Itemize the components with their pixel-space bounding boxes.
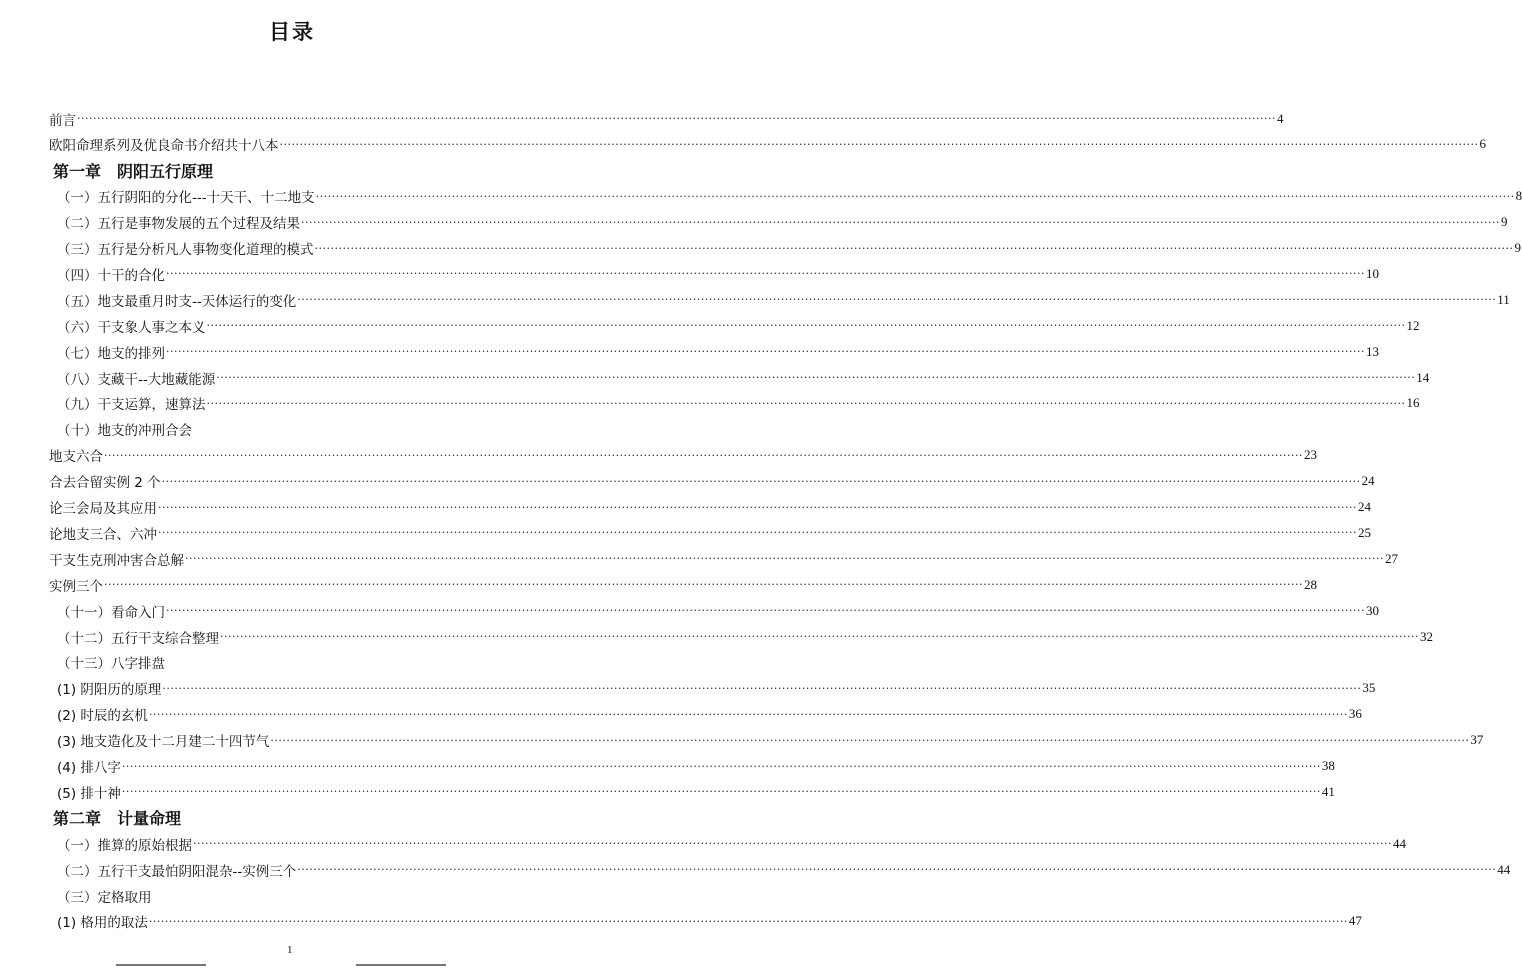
- toc-entry-label: （六）干支象人事之本义: [57, 319, 206, 336]
- toc-entry-page: 16: [1406, 395, 1420, 411]
- toc-entry-label: 论地支三合、六冲: [49, 526, 157, 543]
- toc-dot-leader: ············································································································································································································································································································: [161, 474, 1361, 488]
- toc-entry-page: 6: [1479, 136, 1486, 152]
- toc-dot-leader: ············································································································································································································································································································: [220, 630, 1419, 643]
- toc-entry-label: 第一章 阴阳五行原理: [53, 161, 214, 181]
- toc-entry: [57, 261, 1379, 286]
- toc-entry: [49, 443, 1317, 468]
- toc-entry: [57, 702, 1362, 727]
- toc-entry-label: (3) 地支造化及十二月建二十四节气: [57, 734, 270, 751]
- toc-dot-leader: ············································································································································································································································································································: [77, 112, 1276, 125]
- toc-entry-label: 论三会局及其应用: [49, 501, 157, 517]
- toc-entry: [57, 909, 1362, 934]
- toc-dot-leader: ············································································································································································································································································································: [104, 448, 1303, 462]
- toc-entry: [57, 210, 1508, 235]
- toc-chapter-heading: [53, 805, 480, 830]
- toc-entry: [57, 883, 480, 908]
- toc-entry: [57, 391, 1420, 416]
- toc-entry-label: （一）推算的原始根据: [57, 837, 192, 854]
- toc-entry-label: (4) 排八字: [57, 760, 121, 776]
- toc-entry-page: 41: [1321, 783, 1335, 799]
- toc-dot-leader: ············································································································································································································································································································: [166, 345, 1365, 359]
- toc-entry-page: 37: [1470, 732, 1484, 748]
- toc-entry: [57, 339, 1379, 364]
- toc-dot-leader: ············································································································································································································································································································: [297, 293, 1497, 307]
- toc-entry-page: 35: [1362, 680, 1376, 696]
- toc-entry-label: （三）定格取用: [57, 889, 152, 906]
- toc-entry: [57, 779, 1335, 804]
- toc-dot-leader: ············································································································································································································································································································: [158, 526, 1357, 540]
- toc-entry-label: 实例三个: [49, 578, 103, 595]
- toc-dot-leader: ············································································································································································································································································································: [148, 707, 1348, 721]
- toc-entry-label: （十二）五行干支综合整理: [57, 630, 219, 647]
- toc-entry-page: 24: [1361, 473, 1375, 489]
- toc-entry: [57, 728, 1484, 753]
- toc-entry-label: (1) 格用的取法: [57, 915, 148, 932]
- toc-entry-page: 27: [1384, 550, 1398, 566]
- footer-rule-left: [116, 964, 206, 966]
- toc-entry: [49, 495, 1371, 520]
- toc-entry-page: 38: [1321, 758, 1335, 773]
- footer-rule-right: [356, 964, 446, 966]
- toc-entry: [49, 546, 1398, 571]
- toc-dot-leader: ············································································································································································································································································································: [166, 604, 1365, 618]
- toc-dot-leader: ············································································································································································································································································································: [121, 759, 1321, 773]
- toc-entry-label: 地支六合: [49, 449, 103, 466]
- toc-entry: [49, 469, 1375, 494]
- toc-entry: [57, 365, 1430, 390]
- toc-entry-page: 12: [1406, 317, 1420, 333]
- toc-entry: [57, 417, 480, 442]
- toc-entry: [57, 754, 1335, 779]
- toc-chapter-heading: [53, 158, 480, 183]
- toc-dot-leader: ············································································································································································································································································································: [206, 396, 1406, 410]
- toc-dot-leader: ············································································································································································································································································································: [121, 785, 1321, 799]
- toc-entry: [57, 676, 1376, 701]
- toc-entry: [57, 287, 1510, 312]
- toc-entry-page: 24: [1357, 499, 1371, 514]
- toc-entry: [49, 572, 1317, 597]
- toc-entry-page: 44: [1497, 861, 1511, 877]
- toc-entry-page: 44: [1392, 835, 1406, 851]
- toc-entry-label: （八）支藏干--大地藏能源: [57, 371, 216, 388]
- toc-dot-leader: ············································································································································································································································································································: [315, 189, 1515, 203]
- toc-entry-label: （十）地支的冲刑合会: [57, 423, 192, 440]
- toc-entry-page: 11: [1497, 291, 1510, 307]
- toc-entry-label: 合去合留实例 2 个: [49, 475, 161, 492]
- toc-entry-label: （十三）八字排盘: [57, 656, 165, 673]
- toc-dot-leader: ············································································································································································································································································································: [185, 552, 1384, 566]
- toc-entry-label: 前言: [49, 112, 76, 129]
- toc-entry-page: 9: [1500, 214, 1508, 230]
- toc-entry-label: 第二章 计量命理: [53, 809, 182, 829]
- toc-entry: [57, 831, 1406, 856]
- toc-dot-leader: ············································································································································································································································································································: [162, 681, 1362, 695]
- toc-entry-label: （二）五行干支最怕阴阳混杂--实例三个: [57, 863, 297, 880]
- toc-entry-label: （三）五行是分析凡人事物变化道理的模式: [57, 242, 314, 258]
- toc-dot-leader: ············································································································································································································································································································: [166, 267, 1365, 281]
- toc-entry-label: （五）地支最重月时支--天体运行的变化: [57, 293, 297, 310]
- toc-entry: [49, 106, 1284, 131]
- toc-dot-leader: ············································································································································································································································································································: [158, 500, 1357, 514]
- toc-dot-leader: ············································································································································································································································································································: [270, 733, 1470, 747]
- toc-entry-page: 8: [1515, 188, 1522, 204]
- toc-entry-page: 13: [1365, 343, 1379, 359]
- toc-dot-leader: ············································································································································································································································································································: [193, 837, 1392, 851]
- toc-entry-page: 36: [1348, 706, 1362, 722]
- toc-entry-page: 10: [1365, 265, 1379, 281]
- toc-entry-page: 30: [1365, 602, 1379, 618]
- toc-entry-label: （二）五行是事物发展的五个过程及结果: [57, 216, 300, 233]
- toc-entry: [57, 624, 1433, 649]
- toc-entry-page: 25: [1357, 524, 1371, 540]
- toc-entry-page: 32: [1419, 628, 1433, 644]
- toc-dot-leader: ············································································································································································································································································································: [148, 914, 1348, 928]
- toc-dot-leader: ············································································································································································································································································································: [104, 578, 1303, 592]
- toc-entry-label: (2) 时辰的玄机: [57, 708, 148, 725]
- toc-entry-label: (5) 排十神: [57, 785, 121, 802]
- toc-dot-leader: ············································································································································································································································································································: [297, 863, 1497, 877]
- toc-entry-label: （四）十干的合化: [57, 267, 165, 284]
- toc-entry: [49, 520, 1371, 545]
- toc-entry-page: 9: [1514, 240, 1521, 255]
- toc-entry-page: 28: [1303, 576, 1317, 592]
- toc-entry: [57, 313, 1420, 338]
- page-title: 目录: [269, 20, 315, 44]
- toc-dot-leader: ············································································································································································································································································································: [216, 371, 1416, 384]
- toc-dot-leader: ············································································································································································································································································································: [279, 137, 1479, 151]
- toc-entry: [57, 650, 480, 675]
- toc-entry-label: （一）五行阴阳的分化---十天干、十二地支: [57, 190, 315, 207]
- page-number: 1: [287, 944, 293, 956]
- toc-dot-leader: ············································································································································································································································································································: [206, 319, 1406, 333]
- toc-entry-page: 4: [1276, 110, 1284, 126]
- toc-entry: [57, 236, 1521, 261]
- toc-entry-page: 23: [1303, 447, 1317, 463]
- toc-dot-leader: ············································································································································································································································································································: [301, 215, 1500, 229]
- toc-entry-label: 欧阳命理系列及优良命书介绍共十八本: [49, 138, 279, 155]
- toc-dot-leader: ············································································································································································································································································································: [314, 241, 1514, 255]
- toc-entry-label: (1) 阴阳历的原理: [57, 682, 162, 699]
- toc-entry-page: 14: [1416, 369, 1430, 385]
- toc-entry: [57, 184, 1522, 209]
- toc-entry: [49, 132, 1486, 157]
- toc-entry-page: 47: [1348, 913, 1362, 929]
- toc-entry: [57, 598, 1379, 623]
- toc-entry: [57, 857, 1511, 882]
- toc-entry-label: 干支生克刑冲害合总解: [49, 552, 184, 569]
- toc-entry-label: （九）干支运算，速算法: [57, 397, 206, 414]
- toc-entry-label: （十一）看命入门: [57, 604, 165, 621]
- toc-entry-label: （七）地支的排列: [57, 345, 165, 362]
